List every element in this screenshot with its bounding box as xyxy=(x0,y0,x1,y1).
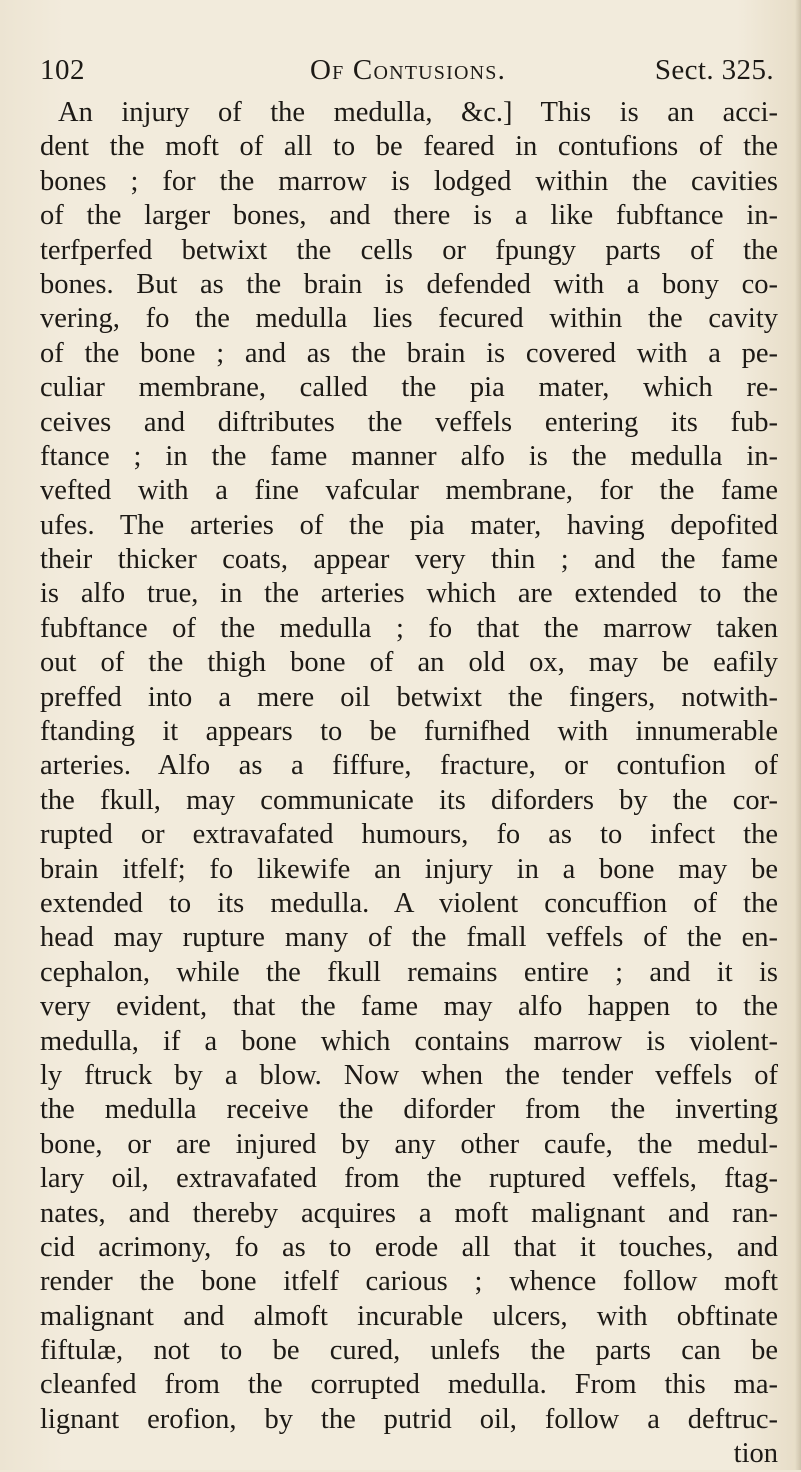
text-line: brain itfelf; fo likewife an injury in a bone may be xyxy=(40,853,778,885)
text-line: their thicker coats, appear very thin ; and the fame xyxy=(40,544,778,576)
text-line: the fkull, may communicate its diforders by the cor- xyxy=(40,784,778,816)
text-line: bone, or are injured by any other caufe, the medul- xyxy=(40,1128,778,1160)
running-title: Of Contusions. xyxy=(310,54,507,86)
text-line: ufes. The arteries of the pia mater, having depofited xyxy=(40,509,778,541)
text-line: arteries. Alfo as a fiffure, fracture, or contufion of xyxy=(40,750,778,782)
text-line: lary oil, extravafated from the ruptured veffels, ftag- xyxy=(40,1163,778,1195)
text-line: cephalon, while the fkull remains entire ; and it is xyxy=(40,956,778,988)
text-line: extended to its medulla. A violent concuffion of the xyxy=(40,887,778,919)
text-line: rupted or extravafated humours, fo as to infect the xyxy=(40,819,778,851)
text-line: medulla, if a bone which contains marrow is violent- xyxy=(40,1025,778,1057)
text-line: tion xyxy=(733,1438,778,1470)
text-line: ceives and diftributes the veffels entering its fub- xyxy=(40,406,778,438)
text-line: vefted with a fine vafcular membrane, for the fame xyxy=(40,475,778,507)
text-line: bones ; for the marrow is lodged within the cavities xyxy=(40,165,778,197)
text-line: nates, and thereby acquires a moft malignant and ran- xyxy=(40,1197,778,1229)
text-line: cleanfed from the corrupted medulla. From this ma- xyxy=(40,1369,778,1401)
text-line: of the larger bones, and there is a like fubftance in- xyxy=(40,200,778,232)
text-line: An injury of the medulla, &c.] This is an acci- xyxy=(58,97,778,128)
text-line: fubftance of the medulla ; fo that the marrow taken xyxy=(40,612,778,644)
text-line: lignant erofion, by the putrid oil, follow a deftruc- xyxy=(40,1403,778,1435)
running-head xyxy=(40,50,780,94)
text-line: the medulla receive the diforder from the inverting xyxy=(40,1094,778,1126)
text-line: out of the thigh bone of an old ox, may be eafily xyxy=(40,647,778,679)
text-line: render the bone itfelf carious ; whence follow moft xyxy=(40,1266,778,1298)
text-line: cid acrimony, fo as to erode all that it touches, and xyxy=(40,1231,778,1263)
section-reference: Sect. 325. xyxy=(654,54,774,86)
text-line: very evident, that the fame may alfo happen to the xyxy=(40,991,778,1023)
text-line: is alfo true, in the arteries which are extended to the xyxy=(40,578,778,610)
text-line: dent the moft of all to be feared in contufions of the xyxy=(40,131,778,163)
text-line: malignant and almoft incurable ulcers, with obftinate xyxy=(40,1300,778,1332)
text-line: ftance ; in the fame manner alfo is the medulla in- xyxy=(40,440,778,472)
text-line: ftanding it appears to be furnifhed with innumerable xyxy=(40,716,778,748)
text-line: preffed into a mere oil betwixt the fingers, notwith- xyxy=(40,681,778,713)
text-line: terfperfed betwixt the cells or fpungy parts of the xyxy=(40,234,778,266)
body-text xyxy=(40,96,778,1472)
text-line: bones. But as the brain is defended with a bony co- xyxy=(40,268,778,300)
text-line: head may rupture many of the fmall veffels of the en- xyxy=(40,922,778,954)
text-line: of the bone ; and as the brain is covered with a pe- xyxy=(40,337,778,369)
text-line: ly ftruck by a blow. Now when the tender veffels of xyxy=(40,1059,778,1091)
page-number: 102 xyxy=(40,54,85,86)
text-line: culiar membrane, called the pia mater, which re- xyxy=(40,372,778,404)
page-edge-shadow xyxy=(795,0,801,1470)
text-line: fiftulæ, not to be cured, unlefs the parts can be xyxy=(40,1335,778,1367)
text-line: vering, fo the medulla lies fecured within the cavity xyxy=(40,303,778,335)
